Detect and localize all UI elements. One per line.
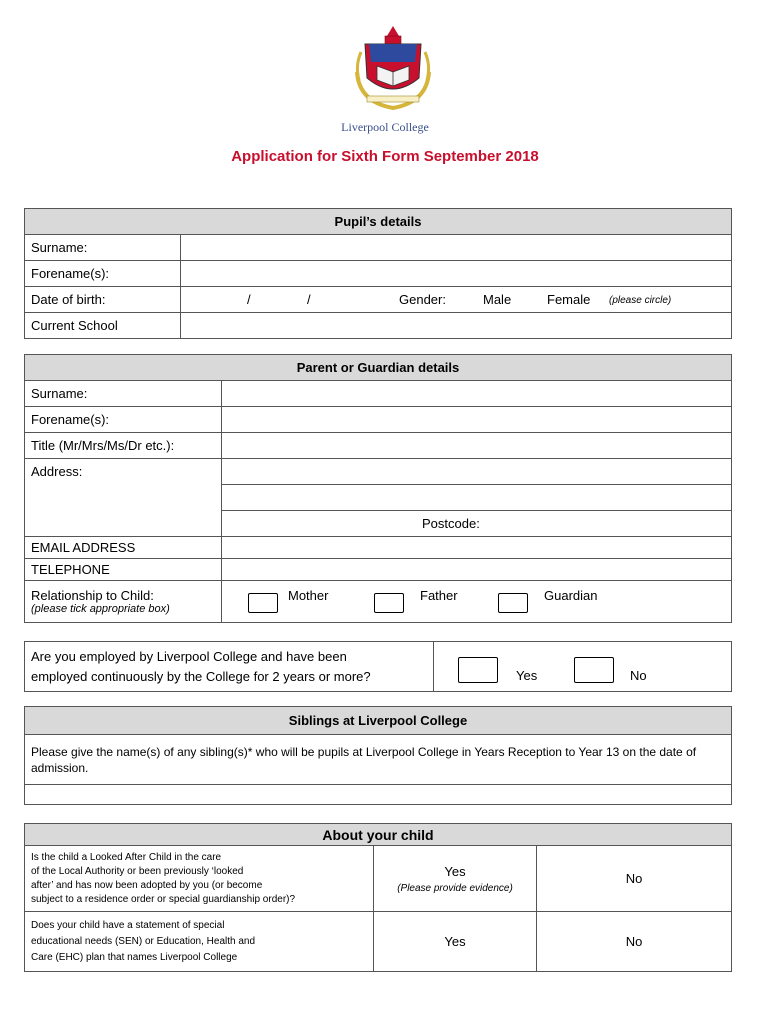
mother-checkbox[interactable] [248, 593, 278, 613]
parent-surname-label: Surname: [25, 381, 222, 407]
please-circle-note: (please circle) [609, 295, 672, 306]
address-label: Address: [25, 459, 222, 537]
about-child-heading: About your child [25, 824, 732, 846]
parent-forename-field[interactable] [222, 407, 732, 433]
pupil-surname-field[interactable] [181, 235, 732, 261]
parent-title-field[interactable] [222, 433, 732, 459]
looked-after-line-3: after’ and has now been adopted by you (or become [31, 879, 263, 891]
parent-details-table [24, 354, 732, 623]
postcode-label: Postcode: [422, 516, 480, 531]
pupil-dob-gender-row[interactable] [181, 287, 732, 313]
dob-separator-1: / [247, 292, 251, 307]
employment-question [25, 642, 434, 692]
siblings-instruction: Please give the name(s) of any sibling(s)* who will be pupils at Liverpool College in Years Reception to Year 13 on the date of admission. [25, 735, 732, 785]
postcode-cell[interactable] [222, 511, 732, 537]
guardian-label: Guardian [544, 588, 598, 603]
college-crest-logo [347, 22, 439, 114]
pupil-school-label: Current School [25, 313, 181, 339]
pupil-forename-label: Forename(s): [25, 261, 181, 287]
address-line-1[interactable] [222, 459, 732, 485]
pupil-surname-label: Surname: [25, 235, 181, 261]
employment-question-line-1: Are you employed by Liverpool College and have been [31, 648, 347, 664]
address-line-2[interactable] [222, 485, 732, 511]
father-checkbox[interactable] [374, 593, 404, 613]
employment-options [434, 642, 732, 692]
sen-question [25, 912, 374, 972]
pupil-school-field[interactable] [181, 313, 732, 339]
sen-yes-cell[interactable] [374, 912, 537, 972]
parent-forename-label: Forename(s): [25, 407, 222, 433]
employment-yes-label: Yes [516, 668, 538, 683]
employment-yes-checkbox[interactable] [458, 657, 498, 683]
mother-label: Mother [288, 588, 329, 603]
siblings-field[interactable] [25, 785, 732, 805]
form-title: Application for Sixth Form September 2018 [231, 148, 539, 165]
looked-after-no-cell[interactable] [537, 846, 732, 912]
parent-surname-field[interactable] [222, 381, 732, 407]
siblings-heading: Siblings at Liverpool College [25, 707, 732, 735]
guardian-checkbox[interactable] [498, 593, 528, 613]
sen-line-1: Does your child have a statement of special [31, 919, 225, 931]
looked-after-line-2: of the Local Authority or been previously ‘looked [31, 865, 244, 877]
sen-no-cell[interactable] [537, 912, 732, 972]
sen-line-2: educational needs (SEN) or Education, Health and [31, 935, 256, 947]
gender-label: Gender: [399, 292, 446, 307]
sen-yes: Yes [444, 934, 466, 949]
employment-no-checkbox[interactable] [574, 657, 614, 683]
looked-after-question [25, 846, 374, 912]
father-label: Father [420, 588, 458, 603]
gender-male-option[interactable]: Male [483, 292, 512, 307]
siblings-table [24, 706, 732, 805]
employment-no-label: No [630, 668, 647, 683]
pupil-details-heading: Pupil’s details [25, 209, 732, 235]
email-label: EMAIL ADDRESS [25, 537, 222, 559]
relationship-label: Relationship to Child: [31, 588, 154, 603]
employment-table [24, 641, 732, 692]
looked-after-yes-cell[interactable] [374, 846, 537, 912]
looked-after-no: No [625, 871, 643, 886]
pupil-dob-label: Date of birth: [25, 287, 181, 313]
parent-title-label: Title (Mr/Mrs/Ms/Dr etc.): [25, 433, 222, 459]
looked-after-yes: Yes [444, 863, 466, 879]
telephone-label: TELEPHONE [25, 559, 222, 581]
college-name: Liverpool College [341, 120, 429, 134]
sen-line-3: Care (EHC) plan that names Liverpool College [31, 951, 238, 963]
relationship-options [222, 581, 732, 623]
email-field[interactable] [222, 537, 732, 559]
relationship-note: (please tick appropriate box) [31, 603, 170, 615]
relationship-label-cell [25, 581, 222, 623]
gender-female-option[interactable]: Female [547, 292, 591, 307]
evidence-note: (Please provide evidence) [397, 882, 513, 894]
pupil-forename-field[interactable] [181, 261, 732, 287]
looked-after-line-1: Is the child a Looked After Child in the care [31, 851, 222, 863]
pupil-details-table [24, 208, 732, 339]
dob-separator-2: / [307, 292, 311, 307]
parent-details-heading: Parent or Guardian details [25, 355, 732, 381]
employment-question-line-2: employed continuously by the College for 2 years or more? [31, 668, 371, 684]
about-child-table [24, 823, 732, 972]
looked-after-line-4: subject to a residence order or special guardianship order)? [31, 893, 296, 905]
telephone-field[interactable] [222, 559, 732, 581]
sen-no: No [625, 934, 643, 949]
